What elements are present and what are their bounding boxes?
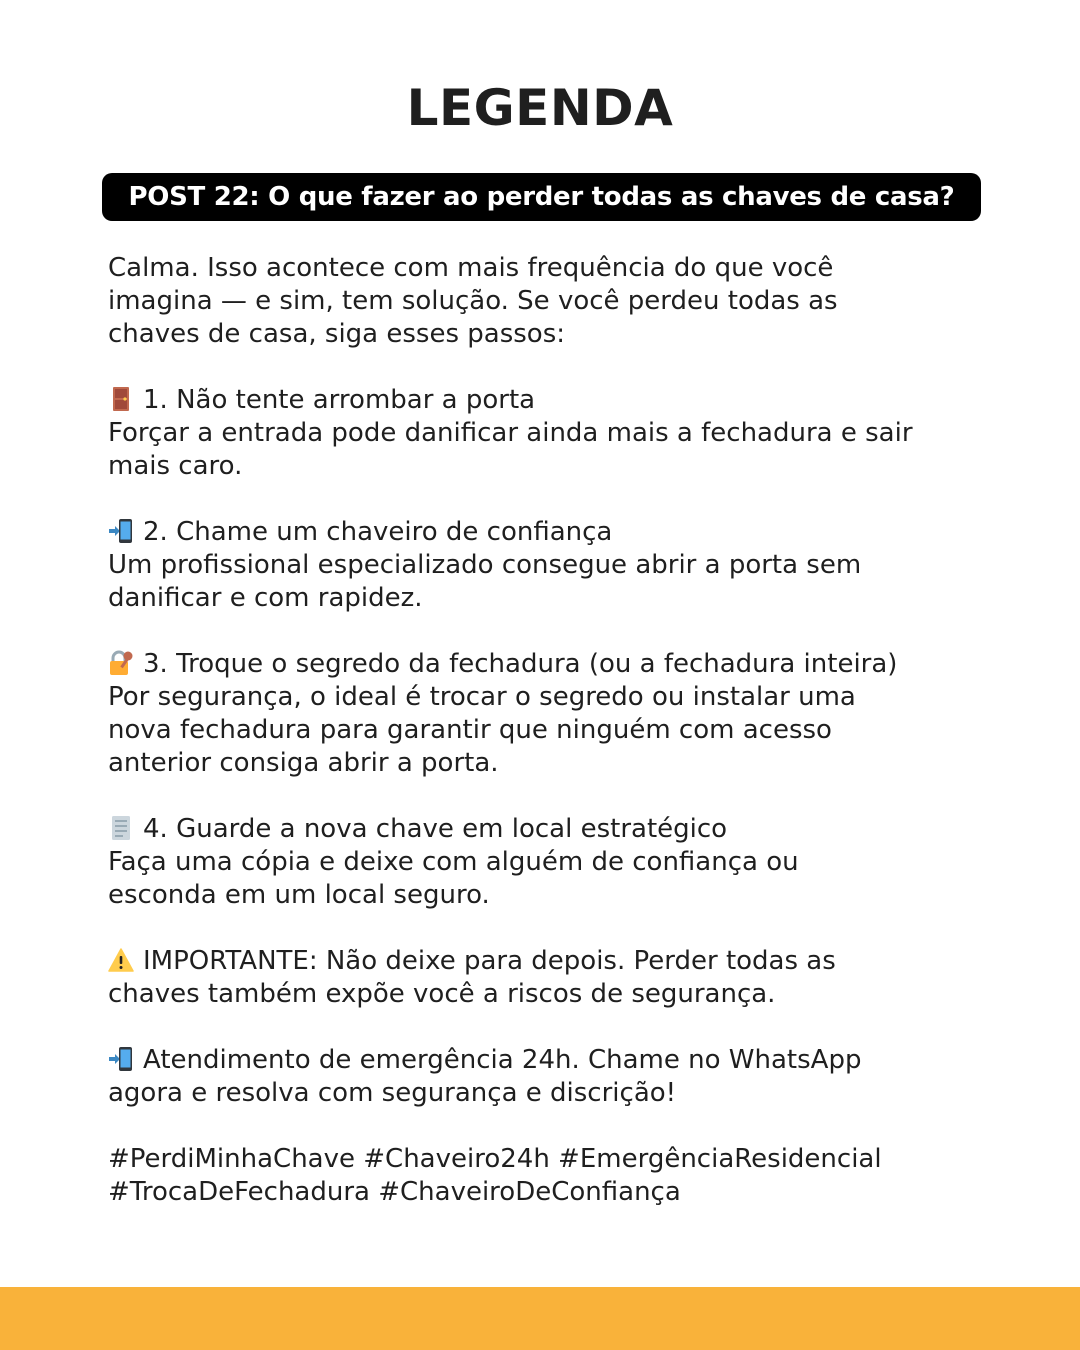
step-description-line: esconda em um local seguro.: [108, 880, 490, 910]
step-heading: [108, 384, 1008, 417]
receipt-icon: [108, 815, 134, 841]
warning-icon: [108, 947, 134, 973]
intro-paragraph: [108, 252, 1008, 351]
step-heading-text: 2. Chame um chaveiro de confiança: [143, 517, 613, 547]
hashtags: [108, 1143, 1008, 1209]
page-title: LEGENDA: [406, 79, 674, 137]
step-description-line: Faça uma cópia e deixe com alguém de confiança ou: [108, 847, 799, 877]
step-description-line: mais caro.: [108, 451, 243, 481]
step-description-line: Forçar a entrada pode danificar ainda mais a fechadura e sair: [108, 418, 913, 448]
step-2: [108, 516, 1008, 615]
intro-line: chaves de casa, siga esses passos:: [108, 319, 566, 349]
cta-text: Atendimento de emergência 24h. Chame no WhatsApp: [143, 1045, 862, 1075]
lock-with-key-icon: [108, 650, 134, 676]
cta-line: [108, 1044, 1008, 1077]
mobile-phone-arrow-icon: [108, 1046, 134, 1072]
hashtag-line: #PerdiMinhaChave #Chaveiro24h #EmergênciaResidencial: [108, 1144, 882, 1174]
step-heading: [108, 813, 1008, 846]
step-heading-text: 3. Troque o segredo da fechadura (ou a fechadura inteira): [143, 649, 898, 679]
call-to-action: [108, 1044, 1008, 1110]
intro-line: Calma. Isso acontece com mais frequência do que você: [108, 253, 834, 283]
step-description-line: nova fechadura para garantir que ninguém com acesso: [108, 715, 832, 745]
important-notice: [108, 945, 1008, 1011]
step-heading: [108, 516, 1008, 549]
caption-body: [108, 252, 1008, 1242]
important-line: [108, 945, 1008, 978]
important-text: IMPORTANTE: Não deixe para depois. Perder todas as: [143, 946, 836, 976]
step-1: [108, 384, 1008, 483]
post-title-banner: POST 22: O que fazer ao perder todas as chaves de casa?: [102, 173, 981, 221]
step-heading: [108, 648, 1008, 681]
footer-accent-bar: [0, 1287, 1080, 1350]
step-description-line: Por segurança, o ideal é trocar o segredo ou instalar uma: [108, 682, 856, 712]
step-heading-text: 1. Não tente arrombar a porta: [143, 385, 536, 415]
step-description-line: danificar e com rapidez.: [108, 583, 423, 613]
door-icon: [108, 386, 134, 412]
step-3: [108, 648, 1008, 780]
step-heading-text: 4. Guarde a nova chave em local estratégico: [143, 814, 728, 844]
mobile-phone-arrow-icon: [108, 518, 134, 544]
step-description-line: anterior consiga abrir a porta.: [108, 748, 499, 778]
important-line: chaves também expõe você a riscos de segurança.: [108, 979, 776, 1009]
cta-line: agora e resolva com segurança e discrição!: [108, 1078, 677, 1108]
step-description-line: Um profissional especializado consegue abrir a porta sem: [108, 550, 862, 580]
intro-line: imagina — e sim, tem solução. Se você perdeu todas as: [108, 286, 838, 316]
hashtag-line: #TrocaDeFechadura #ChaveiroDeConfiança: [108, 1177, 681, 1207]
step-4: [108, 813, 1008, 912]
